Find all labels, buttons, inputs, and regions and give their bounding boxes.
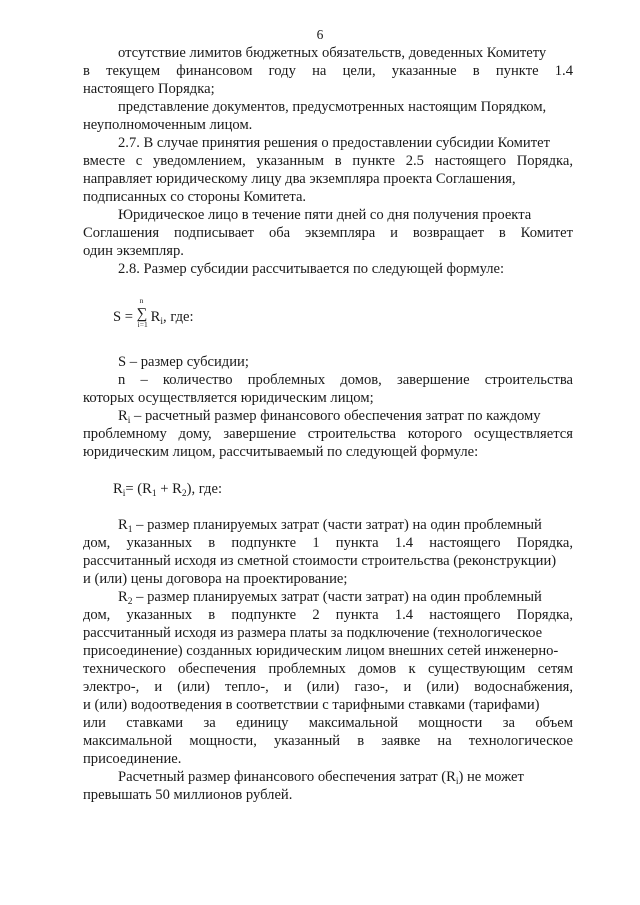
text-line: неуполномоченным лицом. <box>83 117 253 133</box>
text-line: присоединение) созданных юридическим лицом внешних сетей инженерно- <box>83 643 559 659</box>
text-line: и (или) водоотведения в соответствии с тарифными ставками (тарифами) <box>83 697 540 713</box>
formula-r-index: i <box>160 317 164 327</box>
ri-text: – расчетный размер финансового обеспечения затрат по каждому <box>134 408 541 424</box>
text-line: присоединение. <box>83 751 182 767</box>
text-line: электро-, и (или) тепло-, и (или) газо-, и (или) водоснабжения, <box>83 679 573 695</box>
formula-ri <box>113 481 222 498</box>
text-line: 2.8. Размер субсидии рассчитывается по следующей формуле: <box>118 261 505 277</box>
text-line: n – количество проблемных домов, завершение строительства <box>118 372 573 388</box>
formula2-r: R <box>113 481 123 497</box>
sum-upper-limit: n <box>139 296 144 305</box>
text-line: рассчитанный исходя из сметной стоимости строительства (реконструкции) <box>83 553 557 569</box>
formula-where: , где: <box>163 309 194 325</box>
ri-index: i <box>127 416 131 426</box>
text-line: проблемному дому, завершение строительства которого осуществляется <box>83 426 573 442</box>
text-line-limit <box>118 769 573 786</box>
limit-index: i <box>455 777 459 787</box>
ri-symbol: R <box>118 408 128 424</box>
formula2-r1-index: 1 <box>151 489 157 499</box>
r1-symbol: R <box>118 517 128 533</box>
sigma-sign: ∑ <box>136 306 148 322</box>
text-line: дом, указанных в подпункте 1 пункта 1.4 настоящего Порядка, <box>83 535 573 551</box>
r1-text: – размер планируемых затрат (части затрат) на один проблемный <box>136 517 542 533</box>
text-line: максимальной мощности, указанный в заявке на технологическое <box>83 733 573 749</box>
text-line: подписанных со стороны Комитета. <box>83 189 307 205</box>
text-line: представление документов, предусмотренных настоящим Порядком, <box>118 99 547 115</box>
limit-text-b: ) не может <box>458 769 524 785</box>
formula2-r2-index: 2 <box>181 489 187 499</box>
text-line: юридическим лицом, рассчитываемый по следующей формуле: <box>83 444 479 460</box>
text-line: дом, указанных в подпункте 2 пункта 1.4 настоящего Порядка, <box>83 607 573 623</box>
text-line: вместе с уведомлением, указанным в пункте 2.5 настоящего Порядка, <box>83 153 573 169</box>
text-line: Соглашения подписывает оба экземпляра и возвращает в Комитет <box>83 225 573 241</box>
text-line-r2 <box>118 589 573 606</box>
text-line-r1 <box>118 517 573 534</box>
formula-eq: = <box>124 309 134 325</box>
text-line: или ставками за единицу максимальной мощности за объем <box>83 715 573 731</box>
formula2-where: ), где: <box>186 481 223 497</box>
limit-text-a: Расчетный размер финансового обеспечения затрат (R <box>118 769 456 785</box>
formula2-r-index: i <box>122 489 126 499</box>
r2-index: 2 <box>127 597 133 607</box>
text-line: направляет юридическому лицу два экземпляра проекта Соглашения, <box>83 171 516 187</box>
formula2-plus: + R <box>160 481 182 497</box>
page-number: 6 <box>316 27 324 42</box>
text-line: и (или) цены договора на проектирование; <box>83 571 348 587</box>
text-line: в текущем финансовом году на цели, указанные в пункте 1.4 <box>83 63 573 79</box>
sigma-symbol <box>136 296 151 329</box>
text-line: рассчитанный исходя из размера платы за подключение (технологическое <box>83 625 543 641</box>
text-line: S – размер субсидии; <box>118 354 249 370</box>
formula-sum <box>113 296 194 329</box>
formula-s: S <box>113 309 122 325</box>
formula-r: R <box>150 309 161 325</box>
text-line: превышать 50 миллионов рублей. <box>83 787 293 803</box>
r2-symbol: R <box>118 589 128 605</box>
text-line: 2.7. В случае принятия решения о предоставлении субсидии Комитет <box>118 135 550 151</box>
text-line: отсутствие лимитов бюджетных обязательств, доведенных Комитету <box>118 45 547 61</box>
text-line: настоящего Порядка; <box>83 81 215 97</box>
formula2-eq: = (R <box>125 481 152 497</box>
r1-index: 1 <box>127 525 133 535</box>
text-line: Юридическое лицо в течение пяти дней со дня получения проекта <box>118 207 532 223</box>
text-line: технического обеспечения проблемных домов к существующим сетям <box>83 661 573 677</box>
text-line: которых осуществляется юридическим лицом; <box>83 390 374 406</box>
text-line-ri <box>118 408 573 425</box>
sum-lower-limit: i=1 <box>137 320 148 329</box>
r2-text: – размер планируемых затрат (части затрат) на один проблемный <box>136 589 542 605</box>
text-line: один экземпляр. <box>83 243 184 259</box>
